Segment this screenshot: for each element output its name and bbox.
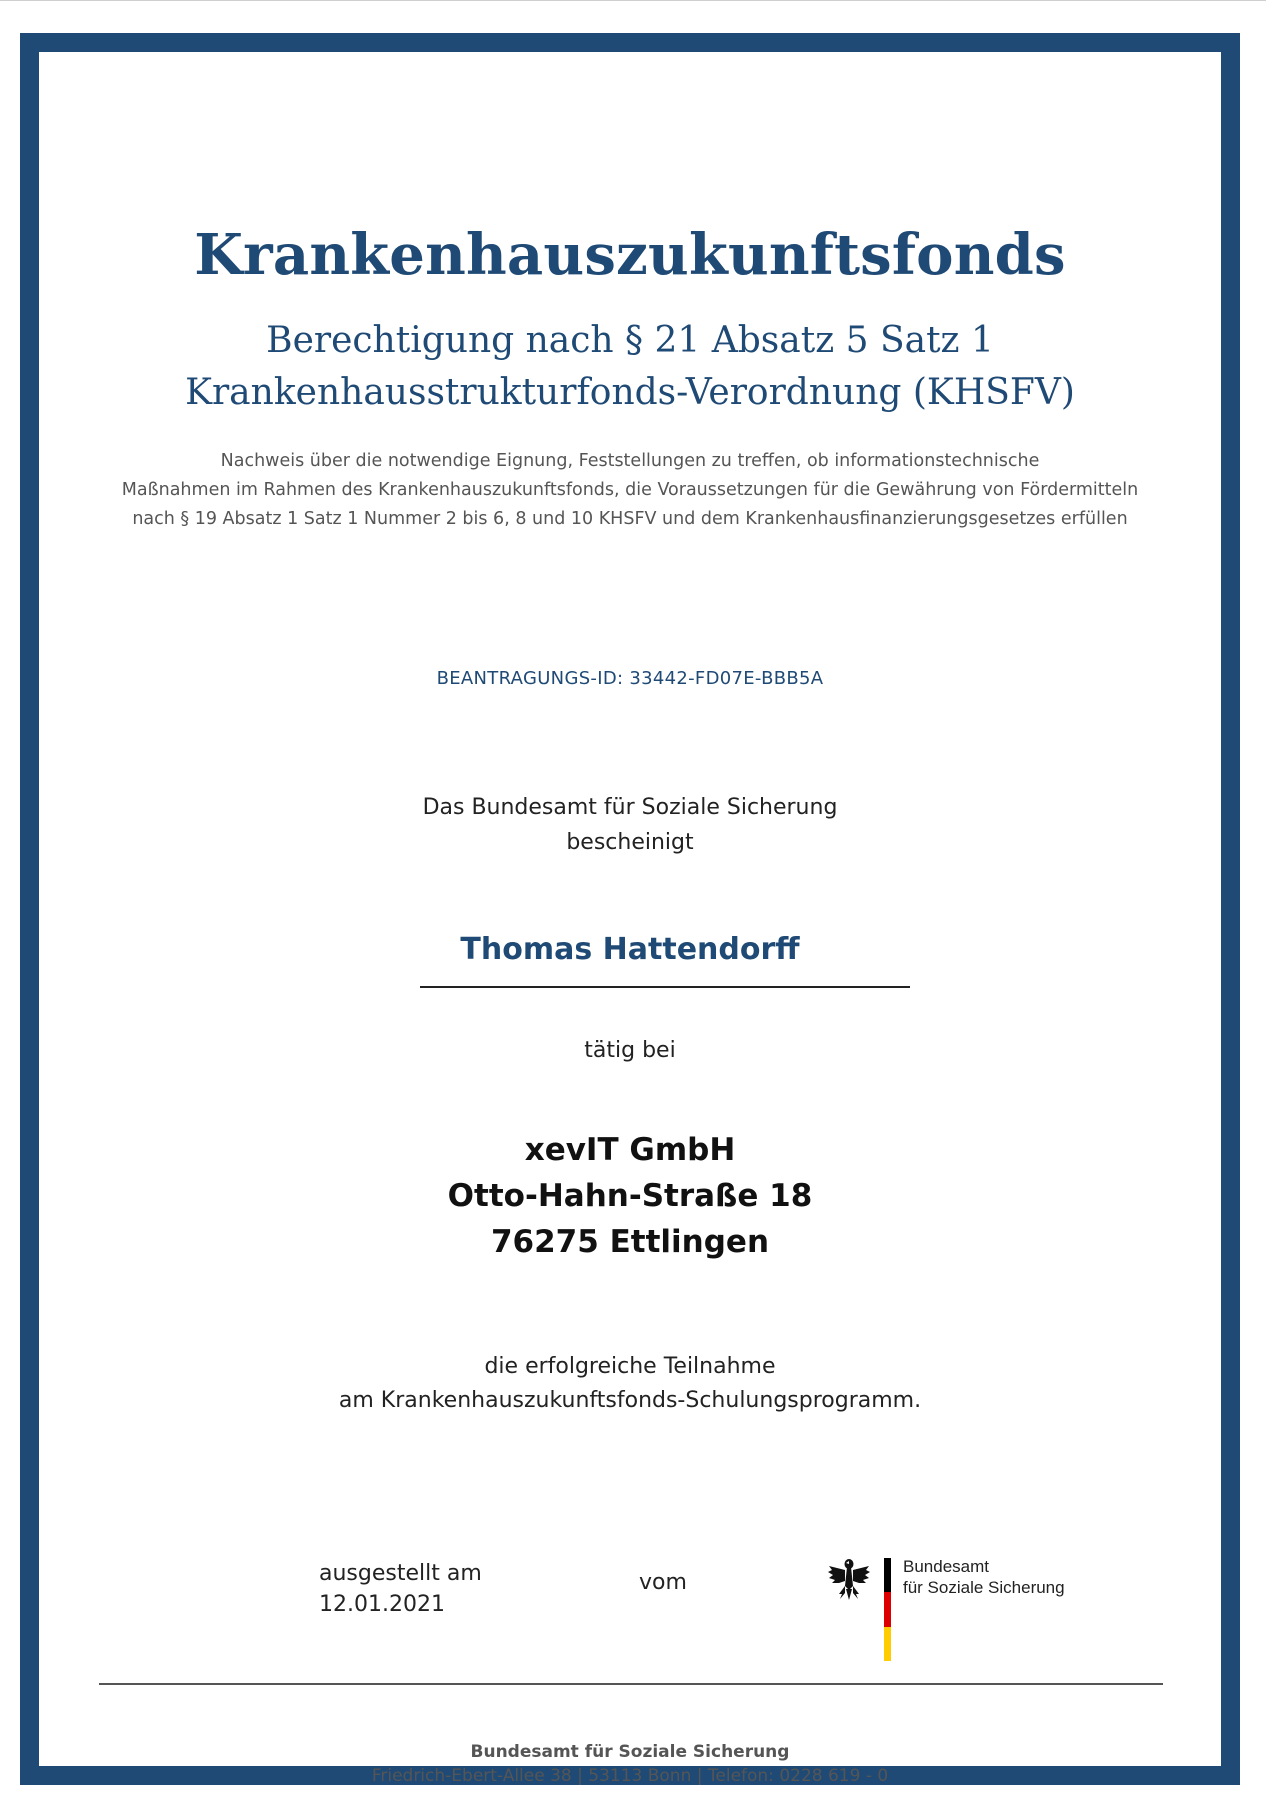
footer-address: Friedrich-Ebert-Allee 38 | 53113 Bonn | Telefon: 0228 619 - 0 <box>371 1766 889 1786</box>
description-line-2: Maßnahmen im Rahmen des Krankenhauszukunftsfonds, die Voraussetzungen für die Gewährung von Fördermitteln <box>121 480 1139 500</box>
top-divider <box>0 0 1266 1</box>
issue-info <box>319 1558 482 1620</box>
subtitle-line-2: Krankenhausstrukturfonds-Verordnung (KHSFV) <box>185 372 1075 413</box>
authority-logo <box>827 1556 1067 1666</box>
completion-line-2: am Krankenhauszukunftsfonds-Schulungsprogramm. <box>338 1388 922 1413</box>
completion-line-1: die erfolgreiche Teilnahme <box>484 1354 776 1379</box>
employed-label: tätig bei <box>584 1038 676 1063</box>
application-id: BEANTRAGUNGS-ID: 33442-FD07E-BBB5A <box>436 668 824 689</box>
subtitle-line-1: Berechtigung nach § 21 Absatz 5 Satz 1 <box>266 320 994 361</box>
federal-eagle-icon <box>827 1556 871 1602</box>
recipient-name: Thomas Hattendorff <box>460 932 800 967</box>
logo-line-1: Bundesamt <box>903 1557 989 1576</box>
authority-statement <box>39 790 1221 860</box>
company-name: xevIT GmbH <box>524 1132 736 1168</box>
certificate-title: Krankenhauszukunftsfonds <box>194 222 1066 288</box>
footer-divider <box>99 1683 1163 1685</box>
issue-label: ausgestellt am <box>319 1561 482 1586</box>
flag-stripe-gold <box>884 1627 891 1661</box>
company-street: Otto-Hahn-Straße 18 <box>447 1178 813 1214</box>
footer-authority-name: Bundesamt für Soziale Sicherung <box>470 1742 790 1762</box>
certificate-description <box>39 447 1221 534</box>
issue-date: 12.01.2021 <box>319 1592 445 1617</box>
authority-line-2: bescheinigt <box>566 830 694 855</box>
issued-by-label: vom <box>639 1570 687 1595</box>
description-line-3: nach § 19 Absatz 1 Satz 1 Nummer 2 bis 6, 8 und 10 KHSFV und dem Krankenhausfinanzierungsgesetzes erfüllen <box>132 509 1128 529</box>
logo-line-2: für Soziale Sicherung <box>903 1578 1065 1597</box>
description-line-1: Nachweis über die notwendige Eignung, Feststellungen zu treffen, ob informationstechnische <box>220 451 1040 471</box>
certificate-frame <box>20 33 1240 1785</box>
recipient-name-underline <box>420 986 910 988</box>
flag-stripe-red <box>884 1592 891 1626</box>
certificate-subtitle <box>39 315 1221 419</box>
flag-bar <box>884 1558 891 1661</box>
company-city: 76275 Ettlingen <box>490 1224 770 1260</box>
flag-stripe-black <box>884 1558 891 1592</box>
company-address <box>39 1127 1221 1265</box>
logo-text <box>903 1556 1065 1598</box>
completion-statement <box>39 1350 1221 1418</box>
authority-line-1: Das Bundesamt für Soziale Sicherung <box>422 795 838 820</box>
